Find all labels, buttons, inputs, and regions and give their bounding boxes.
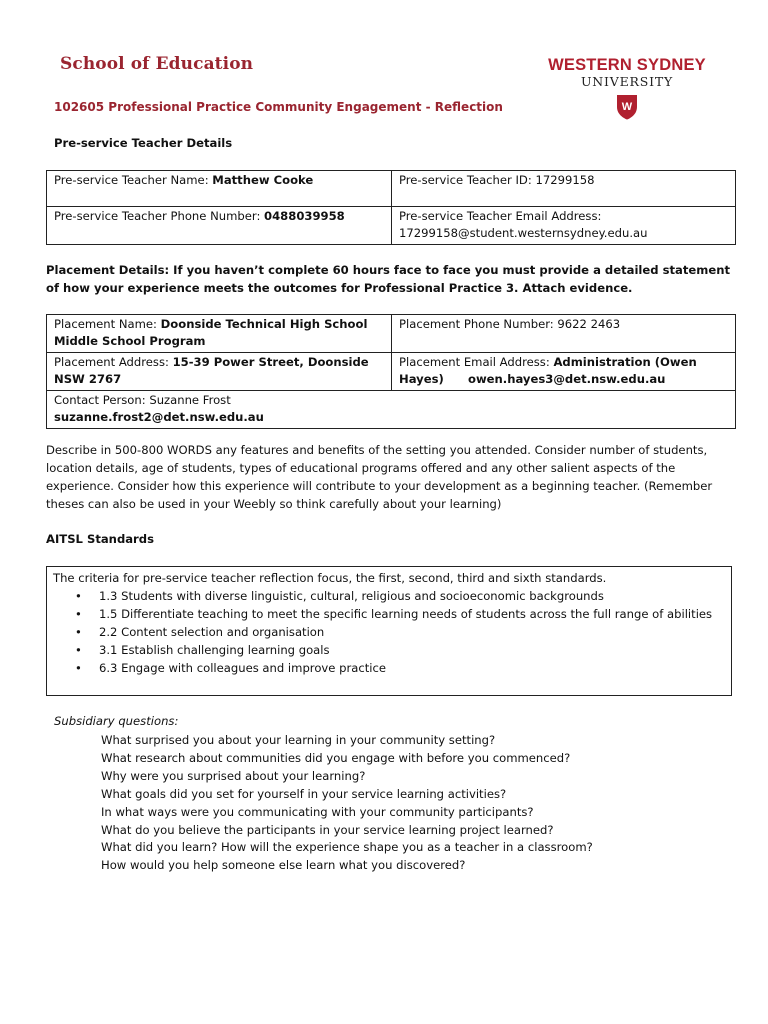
- placement-phone-label: Placement Phone Number:: [399, 317, 558, 331]
- aitsl-criteria-box: [46, 566, 732, 696]
- question-item: What do you believe the participants in your service learning project learned?: [101, 822, 554, 837]
- placement-heading: Placement Details: If you haven’t complete 60 hours face to face you must provide a detailed statement of how your experience meets the outcomes for Professional Practice 3. Attach evidence.: [46, 263, 731, 295]
- logo-line-2: UNIVERSITY: [580, 74, 674, 89]
- teacher-email-value: 17299158@student.westernsydney.edu.au: [399, 226, 648, 240]
- teacher-id-value: 17299158: [535, 173, 595, 187]
- teacher-email-label: Pre-service Teacher Email Address:: [399, 209, 602, 223]
- subsidiary-title: Subsidiary questions:: [54, 714, 179, 728]
- bullet-icon: •: [75, 607, 82, 621]
- placement-phone-value: 9622 2463: [557, 317, 621, 331]
- contact-label: Contact Person:: [54, 393, 150, 407]
- crest-letter: W: [621, 101, 633, 113]
- contact-cell: [47, 391, 736, 429]
- unit-title: 102605 Professional Practice Community Engagement - Reflection: [54, 100, 503, 114]
- placement-address-value: 15-39 Power Street, Doonside NSW 2767: [54, 355, 369, 386]
- placement-address-label: Placement Address:: [54, 355, 173, 369]
- question-item: What did you learn? How will the experience shape you as a teacher in a classroom?: [101, 840, 593, 855]
- placement-email-label: Placement Email Address:: [399, 355, 554, 369]
- logo-line-1: WESTERN SYDNEY: [548, 56, 706, 74]
- teacher-email-cell: [392, 207, 736, 245]
- bullet-icon: •: [75, 643, 82, 657]
- placement-name-value: Doonside Technical High School Middle School Program: [54, 317, 368, 348]
- aitsl-heading: AITSL Standards: [46, 532, 154, 546]
- list-item: • 6.3 Engage with colleagues and improve practice: [75, 661, 386, 675]
- question-item: How would you help someone else learn what you discovered?: [101, 858, 466, 873]
- placement-phone-cell: [392, 315, 736, 353]
- placement-table: [46, 314, 736, 429]
- aitsl-standards-list: [53, 587, 725, 677]
- list-item: • 2.2 Content selection and organisation: [75, 625, 325, 639]
- bullet-icon: •: [75, 661, 82, 675]
- bullet-icon: •: [75, 589, 82, 603]
- question-item: What research about communities did you engage with before you commenced?: [101, 750, 571, 765]
- teacher-name-value: Matthew Cooke: [212, 173, 314, 187]
- teacher-id-label: Pre-service Teacher ID:: [399, 173, 536, 187]
- describe-paragraph: Describe in 500-800 WORDS any features and benefits of the setting you attended. Consider number of students, location details, age of students, types of educational programs offered and any other salient aspects of the experience. Consider how this experience will contribute to your development as a beginning teacher. (Remember theses can also be used in your Weebly so think carefully about your learning): [46, 443, 713, 511]
- university-crest-icon: [616, 94, 638, 120]
- teacher-phone-cell: [47, 207, 392, 245]
- placement-address-cell: [47, 353, 392, 391]
- placement-email-value: Administration (Owen Hayes) owen.hayes3@det.nsw.edu.au: [399, 355, 701, 386]
- placement-email-cell: [392, 353, 736, 391]
- university-logo: [522, 56, 732, 138]
- school-title: School of Education: [60, 54, 254, 74]
- teacher-phone-label: Pre-service Teacher Phone Number:: [54, 209, 265, 223]
- teacher-details-table: [46, 170, 736, 245]
- teacher-name-cell: [47, 171, 392, 207]
- teacher-name-label: Pre-service Teacher Name:: [54, 173, 213, 187]
- bullet-icon: •: [75, 625, 82, 639]
- list-item: • 1.3 Students with diverse linguistic, cultural, religious and socioeconomic backgrounds: [75, 589, 604, 603]
- question-item: Why were you surprised about your learning?: [101, 768, 366, 783]
- contact-value: Suzanne Frost: [149, 393, 231, 407]
- teacher-phone-value: 0488039958: [264, 209, 345, 223]
- list-item: • 3.1 Establish challenging learning goals: [75, 643, 330, 657]
- teacher-id-cell: [392, 171, 736, 207]
- question-item: What surprised you about your learning in your community setting?: [101, 733, 496, 747]
- aitsl-intro: The criteria for pre-service teacher reflection focus, the first, second, third and sixth standards.: [53, 571, 607, 585]
- placement-name-label: Placement Name:: [54, 317, 161, 331]
- contact-email: suzanne.frost2@det.nsw.edu.au: [54, 410, 264, 424]
- question-item: In what ways were you communicating with your community participants?: [101, 804, 534, 819]
- placement-name-cell: [47, 315, 392, 353]
- teacher-details-heading: Pre-service Teacher Details: [54, 136, 233, 150]
- question-item: What goals did you set for yourself in your service learning activities?: [101, 786, 507, 801]
- list-item: • 1.5 Differentiate teaching to meet the specific learning needs of students across the full range of abilities: [75, 607, 713, 621]
- subsidiary-questions: [101, 732, 593, 875]
